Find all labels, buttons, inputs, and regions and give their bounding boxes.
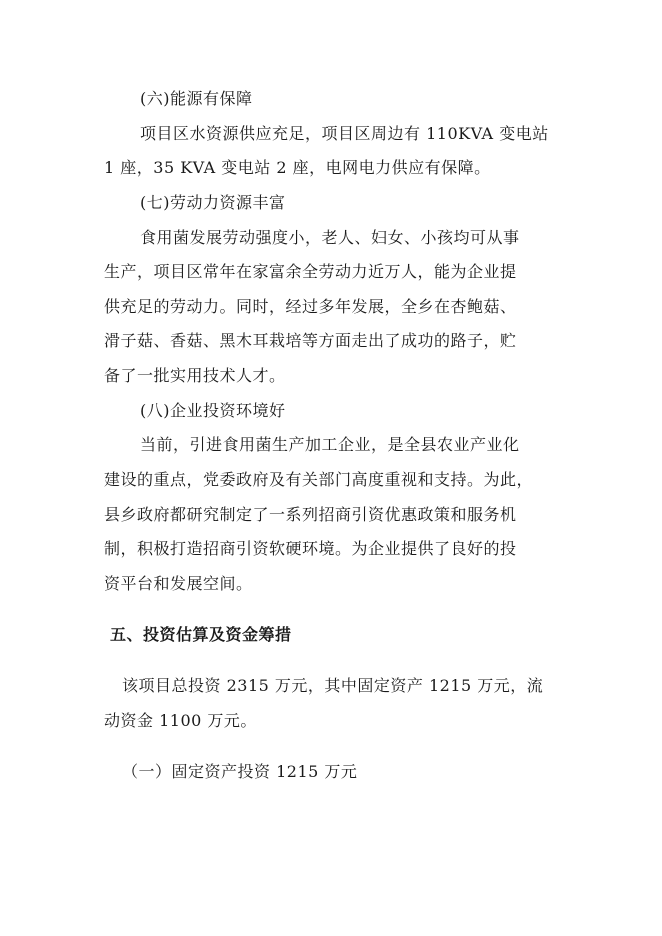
section-heading-investment-env: (八)企业投资环境好 [140,401,286,420]
paragraph-line: 资平台和发展空间。 [104,574,253,593]
paragraph-line: 1 座，35 KVA 变电站 2 座，电网电力供应有保障。 [104,158,491,177]
paragraph-line: 县乡政府都研究制定了一系列招商引资优惠政策和服务机 [104,505,517,524]
paragraph-line: 供充足的劳动力。同时，经过多年发展，全乡在杏鲍菇、 [104,297,517,316]
paragraph-line: 项目区水资源供应充足，项目区周边有 110KVA 变电站 [140,124,549,143]
paragraph-line: 备了一批实用技术人才。 [104,366,286,385]
paragraph-line: 该项目总投资 2315 万元，其中固定资产 1215 万元，流 [122,676,544,695]
paragraph-line: 当前，引进食用菌生产加工企业，是全县农业产业化 [140,435,520,454]
subsection-heading-fixed-assets: （一）固定资产投资 1215 万元 [122,762,358,781]
chapter-heading: 五、投资估算及资金筹措 [110,625,292,644]
paragraph-line: 建设的重点，党委政府及有关部门高度重视和支持。为此， [104,470,534,489]
section-heading-labor: (七)劳动力资源丰富 [140,193,286,212]
section-heading-energy: (六)能源有保障 [140,89,253,108]
paragraph-line: 制，积极打造招商引资软硬环境。为企业提供了良好的投 [104,539,517,558]
paragraph-line: 食用菌发展劳动强度小，老人、妇女、小孩均可从事 [140,228,520,247]
paragraph-line: 生产，项目区常年在家富余全劳动力近万人，能为企业提 [104,262,517,281]
paragraph-line: 动资金 1100 万元。 [104,711,257,730]
paragraph-line: 滑子菇、香菇、黑木耳栽培等方面走出了成功的路子，贮 [104,331,517,350]
